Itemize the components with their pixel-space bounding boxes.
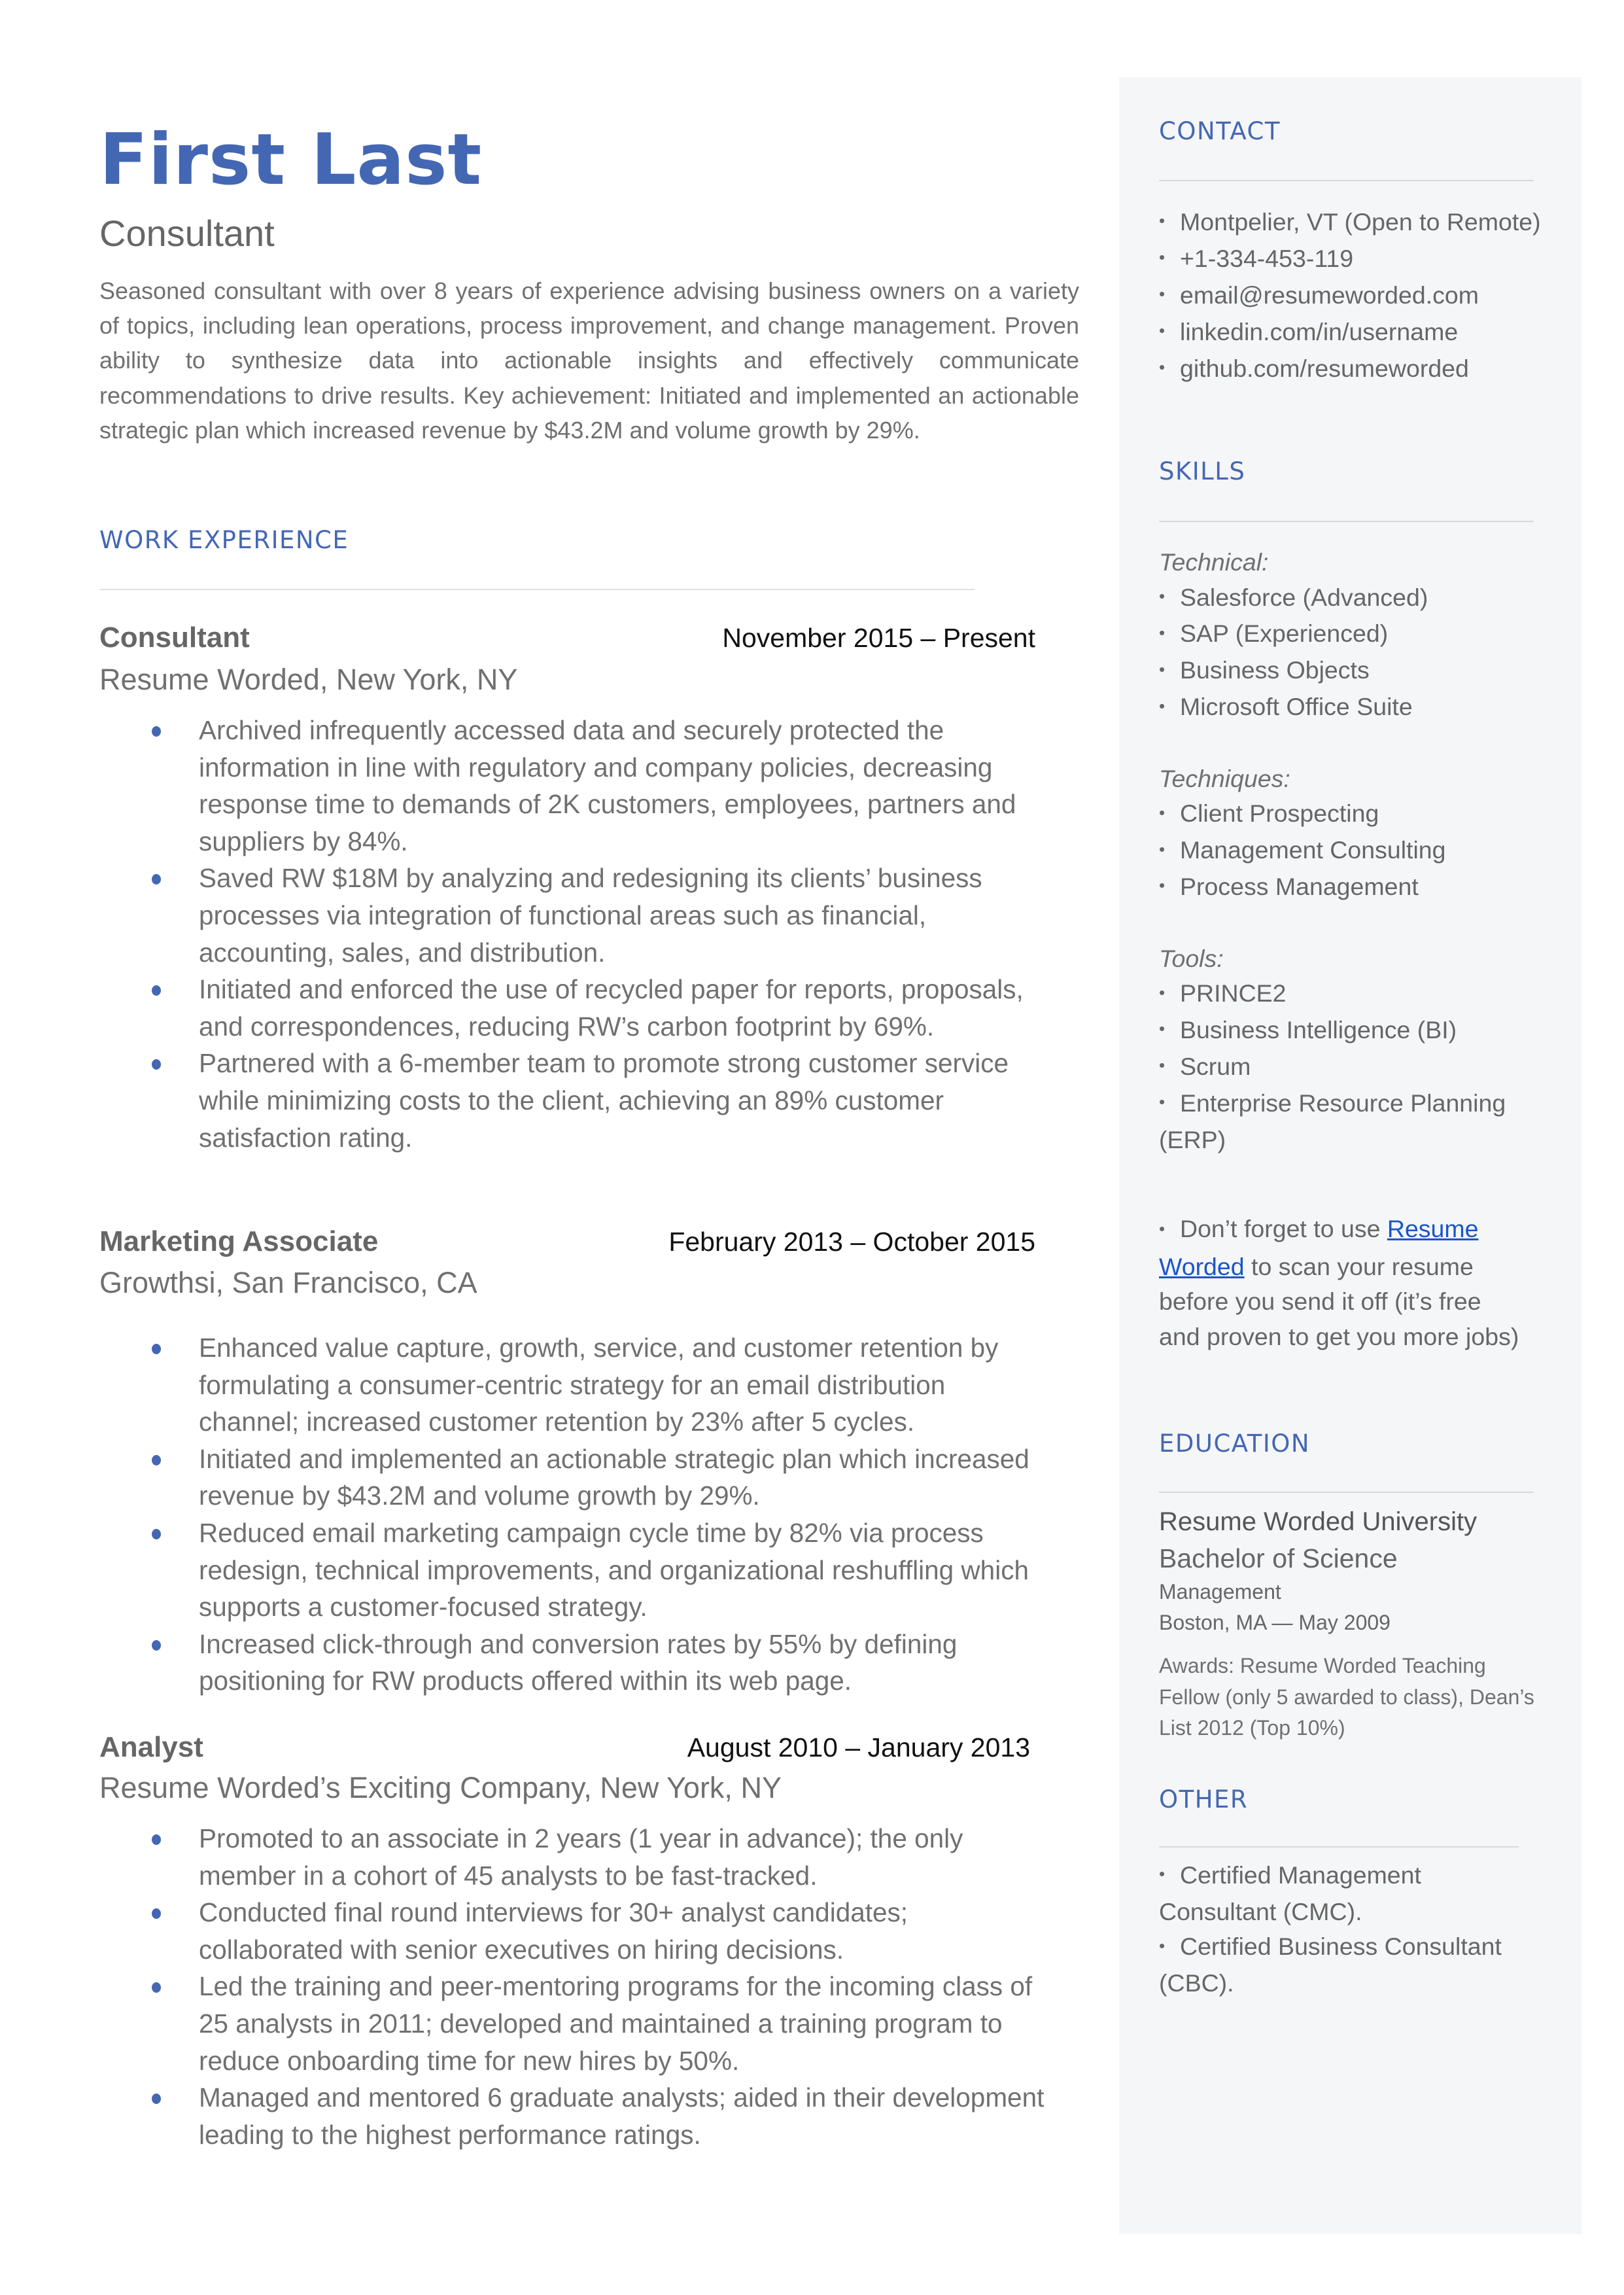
job-title: Marketing Associate <box>99 1225 379 1257</box>
other-heading: OTHER <box>1159 1785 1249 1813</box>
job-bullet: Initiated and implemented an actionable strategic plan which increased revenue by $43.2M and volume growth by 29%. <box>99 1441 1048 1515</box>
job-dates: August 2010 – January 2013 <box>687 1732 1030 1762</box>
job-bullet: Led the training and peer-mentoring programs for the incoming class of 25 analysts in 2011; developed and maintained a training program to reduce onboarding time for new hires by 50%. <box>99 1968 1048 2079</box>
job-bullet: Managed and mentored 6 graduate analysts; aided in their development leading to the highest performance ratings. <box>99 2079 1048 2153</box>
section-divider <box>1159 521 1534 522</box>
job-company: Resume Worded, New York, NY <box>99 663 518 696</box>
education-location-date: Boston, MA — May 2009 <box>1159 1611 1391 1634</box>
job-bullet: Partnered with a 6-member team to promote strong customer service while minimizing costs to the client, achieving an 89% customer satisfaction rating. <box>99 1045 1048 1156</box>
skill-item: • PRINCE2 <box>1159 979 1287 1007</box>
contact-location: • Montpelier, VT (Open to Remote) <box>1159 208 1541 236</box>
education-heading: EDUCATION <box>1159 1429 1311 1458</box>
job-bullet: Archived infrequently accessed data and securely protected the information in line with regulatory and company policies, decreasing response time to demands of 2K customers, employees, partners and suppliers by 84%. <box>99 712 1048 860</box>
spacer <box>1159 726 1525 762</box>
skill-item: • Process Management <box>1159 873 1419 901</box>
skills-group-label: Techniques: <box>1159 764 1290 792</box>
bullet-dot-icon <box>152 874 161 885</box>
spacer <box>1159 906 1525 941</box>
section-divider <box>1159 1492 1534 1493</box>
job-bullets <box>99 712 1048 1156</box>
job-bullet: Conducted final round interviews for 30+ analyst candidates; collaborated with senior executives on hiring decisions. <box>99 1894 1048 1968</box>
job-bullets <box>99 1820 1048 2153</box>
education-awards: Awards: Resume Worded Teaching Fellow (only 5 awarded to class), Dean’s List 2012 (Top 10%) <box>1159 1654 1534 1740</box>
job-company: Growthsi, San Francisco, CA <box>99 1266 477 1299</box>
skills-group-label: Technical: <box>1159 548 1269 576</box>
bullet-dot-icon <box>152 1834 161 1845</box>
bullet-dot-icon <box>152 1640 161 1651</box>
candidate-title: Consultant <box>99 213 275 254</box>
section-divider <box>1159 1846 1519 1848</box>
skill-item: • Client Prospecting <box>1159 799 1379 828</box>
bullet-dot-icon <box>152 1529 161 1539</box>
skills-group-label: Tools: <box>1159 944 1224 972</box>
job-bullet: Saved RW $18M by analyzing and redesigning its clients’ business processes via integration of functional areas such as financial, accounting, sales, and distribution. <box>99 860 1048 971</box>
resume-worded-link[interactable]: Resume Worded <box>1159 1215 1479 1280</box>
bullet-dot-icon <box>152 1455 161 1465</box>
bullet-dot-icon <box>152 1908 161 1919</box>
summary-paragraph: Seasoned consultant with over 8 years of experience advising business owners on a variety of topics, including lean operations, process improvement, and change management. Proven ability to synthesize data into actionable insights and effectively communicate recommendations to drive results. Key achievement: Initiated and implemented an actionable strategic plan which increased revenue by $43.2M and volume growth by 29%. <box>99 277 1079 444</box>
skills-heading: SKILLS <box>1159 457 1246 485</box>
work-experience-heading: WORK EXPERIENCE <box>99 526 349 554</box>
skill-item: • Salesforce (Advanced) <box>1159 583 1428 611</box>
job-bullets <box>99 1329 1048 1700</box>
job-title: Consultant <box>99 622 250 654</box>
education-degree: Bachelor of Science <box>1159 1543 1398 1573</box>
job-dates: February 2013 – October 2015 <box>668 1227 1035 1257</box>
contact-email[interactable]: • email@resumeworded.com <box>1159 281 1479 309</box>
skill-item: • Microsoft Office Suite <box>1159 693 1413 721</box>
other-list <box>1159 1858 1525 2001</box>
skill-item: • Business Objects <box>1159 656 1370 684</box>
job-bullet: Enhanced value capture, growth, service, and customer retention by formulating a consumer-centric strategy for an email distribution channel; increased customer retention by 23% after 5 cycles. <box>99 1329 1048 1441</box>
contact-list <box>1159 205 1551 387</box>
bullet-dot-icon <box>152 985 161 996</box>
resume-worded-note: • Don’t forget to use Resume Worded to scan your resume before you send it off (it’s free and proven to get you more jobs) <box>1159 1215 1519 1350</box>
education-school: Resume Worded University <box>1159 1507 1477 1536</box>
skill-item: • Business Intelligence (BI) <box>1159 1016 1457 1044</box>
job-bullet: Promoted to an associate in 2 years (1 year in advance); the only member in a cohort of 45 analysts to be fast-tracked. <box>99 1820 1048 1894</box>
certification-item: • Certified Business Consultant (CBC). <box>1159 1933 1502 1997</box>
certification-item: • Certified Management Consultant (CMC). <box>1159 1861 1421 1925</box>
education-entry <box>1159 1503 1551 1744</box>
bullet-dot-icon <box>152 1059 161 1070</box>
job-bullet: Increased click-through and conversion rates by 55% by defining positioning for RW products offered within its web page. <box>99 1626 1048 1700</box>
bullet-dot-icon <box>152 1982 161 1993</box>
job-bullet: Initiated and enforced the use of recycled paper for reports, proposals, and correspondences, reducing RW’s carbon footprint by 69%. <box>99 971 1048 1045</box>
skill-item: • Scrum <box>1159 1052 1251 1080</box>
job-title: Analyst <box>99 1731 203 1763</box>
job-dates: November 2015 – Present <box>722 623 1035 653</box>
skill-item: • SAP (Experienced) <box>1159 620 1389 648</box>
section-divider <box>1159 180 1534 181</box>
contact-phone[interactable]: • +1-334-453-119 <box>1159 244 1354 272</box>
contact-linkedin[interactable]: • linkedin.com/in/username <box>1159 317 1459 345</box>
section-divider <box>99 589 975 590</box>
education-major: Management <box>1159 1580 1281 1603</box>
skills-list <box>1159 545 1525 1157</box>
bullet-dot-icon <box>152 2094 161 2104</box>
candidate-name: First Last <box>99 119 483 201</box>
skill-item: • Management Consulting <box>1159 836 1446 864</box>
skill-item: • Enterprise Resource Planning (ERP) <box>1159 1089 1506 1153</box>
job-bullet: Reduced email marketing campaign cycle time by 82% via process redesign, technical improvements, and organizational reshuffling which supports a customer-focused strategy. <box>99 1515 1048 1626</box>
job-company: Resume Worded’s Exciting Company, New York, NY <box>99 1771 782 1804</box>
contact-github[interactable]: • github.com/resumeworded <box>1159 354 1469 382</box>
bullet-dot-icon <box>152 726 161 737</box>
bullet-dot-icon <box>152 1344 161 1354</box>
contact-heading: CONTACT <box>1159 117 1281 145</box>
